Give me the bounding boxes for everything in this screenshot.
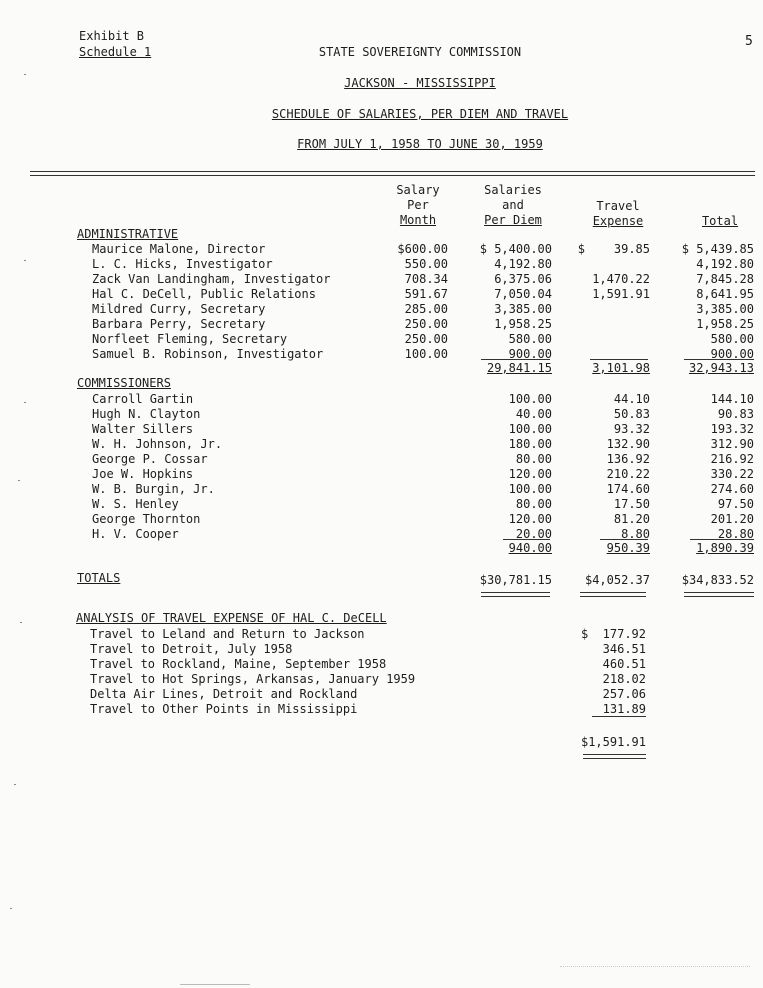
col-travel-h1: Travel <box>596 199 640 213</box>
subtotal-rule <box>684 359 754 360</box>
totals-perdiem: $30,781.15 <box>479 573 552 587</box>
title-line-3: SCHEDULE OF SALARIES, PER DIEM AND TRAVEL <box>271 107 569 121</box>
salary-per-month: 591.67 <box>404 287 448 301</box>
admin-subtotal-travel: 3,101.98 <box>592 361 650 375</box>
title-line-4: FROM JULY 1, 1958 TO JUNE 30, 1959 <box>297 137 543 151</box>
col-travel-h2: Expense <box>592 214 644 228</box>
travel-expense: 81.20 <box>613 512 650 526</box>
commissioner-name: George P. Cossar <box>92 452 208 466</box>
commissioner-name: W. S. Henley <box>92 497 179 511</box>
subtotal-rule <box>600 539 648 540</box>
row-total: 274.60 <box>710 482 754 496</box>
totals-label: TOTALS <box>77 571 121 585</box>
salaries-per-diem: 1,958.25 <box>494 317 552 331</box>
analysis-item-amount: 131.89 <box>602 702 646 716</box>
employee-name: Mildred Curry, Secretary <box>92 302 266 316</box>
travel-expense: 210.22 <box>606 467 650 481</box>
commissioner-name: W. B. Burgin, Jr. <box>92 482 215 496</box>
subtotal-rule <box>481 359 550 360</box>
scan-speck <box>14 784 16 785</box>
row-total: 900.00 <box>710 347 754 361</box>
row-total: 580.00 <box>710 332 754 346</box>
col-salary-h3: Month <box>399 213 437 227</box>
totals-total: $34,833.52 <box>681 573 754 587</box>
scan-speck <box>18 480 20 481</box>
commissioner-name: H. V. Cooper <box>92 527 179 541</box>
section-heading-administrative: ADMINISTRATIVE <box>77 227 179 241</box>
row-total: 4,192.80 <box>696 257 754 271</box>
travel-expense: 50.83 <box>613 407 650 421</box>
salary-per-month: $600.00 <box>397 242 448 256</box>
row-total: 193.32 <box>710 422 754 436</box>
row-total: 3,385.00 <box>696 302 754 316</box>
exhibit-label: Exhibit B <box>79 29 145 43</box>
col-salaries-h2: and <box>502 198 524 212</box>
salary-per-month: 250.00 <box>404 317 448 331</box>
commissioners-subtotal-total: 1,890.39 <box>696 541 754 555</box>
travel-expense: 1,470.22 <box>592 272 650 286</box>
analysis-item-label: Travel to Rockland, Maine, September 1958 <box>90 657 387 671</box>
scan-speck <box>24 402 26 403</box>
salaries-per-diem: 7,050.04 <box>494 287 552 301</box>
scan-speck <box>24 260 26 261</box>
row-total: 90.83 <box>717 407 754 421</box>
row-total: 97.50 <box>717 497 754 511</box>
analysis-item-amount: 460.51 <box>602 657 646 671</box>
scan-speck <box>20 622 22 623</box>
travel-expense: 132.90 <box>606 437 650 451</box>
salaries-per-diem: 180.00 <box>508 437 552 451</box>
col-salary-h2: Per <box>407 198 429 212</box>
row-total: 144.10 <box>710 392 754 406</box>
employee-name: Maurice Malone, Director <box>92 242 266 256</box>
salaries-per-diem: 100.00 <box>508 392 552 406</box>
header-double-rule <box>30 171 755 176</box>
analysis-item-label: Delta Air Lines, Detroit and Rockland <box>90 687 358 701</box>
salary-per-month: 708.34 <box>404 272 448 286</box>
salaries-per-diem: 4,192.80 <box>494 257 552 271</box>
employee-name: Norfleet Fleming, Secretary <box>92 332 288 346</box>
scan-speck <box>10 908 12 909</box>
row-total: 7,845.28 <box>696 272 754 286</box>
analysis-heading: ANALYSIS OF TRAVEL EXPENSE OF HAL C. DeCELL <box>76 611 387 625</box>
commissioner-name: Carroll Gartin <box>92 392 194 406</box>
row-total: 1,958.25 <box>696 317 754 331</box>
commissioner-name: George Thornton <box>92 512 201 526</box>
col-total-h1: Total <box>701 214 739 228</box>
salaries-per-diem: 580.00 <box>508 332 552 346</box>
schedule-label: Schedule 1 <box>79 45 152 59</box>
salary-per-month: 100.00 <box>404 347 448 361</box>
row-total: $ 5,439.85 <box>681 242 754 256</box>
salaries-per-diem: 3,385.00 <box>494 302 552 316</box>
subtotal-rule <box>503 539 550 540</box>
admin-subtotal-total: 32,943.13 <box>688 361 754 375</box>
row-total: 201.20 <box>710 512 754 526</box>
travel-expense: 8.80 <box>621 527 650 541</box>
section-heading-commissioners: COMMISSIONERS <box>77 376 171 390</box>
salaries-per-diem: 6,375.06 <box>494 272 552 286</box>
salaries-per-diem: 80.00 <box>515 452 552 466</box>
employee-name: Samuel B. Robinson, Investigator <box>92 347 324 361</box>
analysis-total-rule <box>583 754 646 759</box>
analysis-item-label: Travel to Hot Springs, Arkansas, January 1959 <box>90 672 416 686</box>
travel-expense: $ 39.85 <box>577 242 650 256</box>
salaries-per-diem: 120.00 <box>508 467 552 481</box>
salary-per-month: 250.00 <box>404 332 448 346</box>
salaries-per-diem: 40.00 <box>515 407 552 421</box>
page-number: 5 <box>745 34 753 49</box>
commissioner-name: Walter Sillers <box>92 422 194 436</box>
admin-subtotal-perdiem: 29,841.15 <box>486 361 552 375</box>
analysis-item-label: Travel to Detroit, July 1958 <box>90 642 293 656</box>
employee-name: Barbara Perry, Secretary <box>92 317 266 331</box>
commissioners-subtotal-travel: 950.39 <box>606 541 650 555</box>
salaries-per-diem: 900.00 <box>508 347 552 361</box>
subtotal-rule <box>690 539 754 540</box>
salaries-per-diem: 100.00 <box>508 422 552 436</box>
bottom-scan-line <box>180 984 250 985</box>
col-salaries-h3: Per Diem <box>484 213 542 227</box>
row-total: 216.92 <box>710 452 754 466</box>
subtotal-rule <box>590 359 648 360</box>
salaries-per-diem: $ 5,400.00 <box>479 242 552 256</box>
travel-expense: 1,591.91 <box>592 287 650 301</box>
row-total: 8,641.95 <box>696 287 754 301</box>
row-total: 28.80 <box>717 527 754 541</box>
title-line-2: JACKSON - MISSISSIPPI <box>344 76 496 90</box>
analysis-item-amount: 218.02 <box>602 672 646 686</box>
commissioner-name: Joe W. Hopkins <box>92 467 194 481</box>
col-salary-h1: Salary <box>396 183 440 197</box>
analysis-item-amount: 257.06 <box>602 687 646 701</box>
analysis-item-label: Travel to Other Points in Mississippi <box>90 702 358 716</box>
travel-expense: 174.60 <box>606 482 650 496</box>
employee-name: Hal C. DeCell, Public Relations <box>92 287 316 301</box>
totals-travel: $4,052.37 <box>584 573 650 587</box>
row-total: 330.22 <box>710 467 754 481</box>
analysis-item-amount: 346.51 <box>602 642 646 656</box>
totals-total-rule <box>684 592 754 597</box>
salary-per-month: 550.00 <box>404 257 448 271</box>
salaries-per-diem: 20.00 <box>515 527 552 541</box>
analysis-item-label: Travel to Leland and Return to Jackson <box>90 627 365 641</box>
row-total: 312.90 <box>710 437 754 451</box>
title-line-1: STATE SOVEREIGNTY COMMISSION <box>318 45 522 59</box>
commissioner-name: W. H. Johnson, Jr. <box>92 437 223 451</box>
analysis-total: $1,591.91 <box>580 735 646 749</box>
travel-expense: 93.32 <box>613 422 650 436</box>
employee-name: L. C. Hicks, Investigator <box>92 257 273 271</box>
salaries-per-diem: 80.00 <box>515 497 552 511</box>
analysis-item-amount: $ 177.92 <box>580 627 646 641</box>
salaries-per-diem: 120.00 <box>508 512 552 526</box>
travel-expense: 44.10 <box>613 392 650 406</box>
totals-travel-rule <box>580 592 646 597</box>
salaries-per-diem: 100.00 <box>508 482 552 496</box>
travel-expense: 136.92 <box>606 452 650 466</box>
commissioner-name: Hugh N. Clayton <box>92 407 201 421</box>
scan-speck <box>24 74 26 75</box>
bottom-scan-line <box>560 966 750 967</box>
analysis-subtotal-rule <box>592 716 646 717</box>
col-salaries-h1: Salaries <box>484 183 542 197</box>
commissioners-subtotal-perdiem: 940.00 <box>508 541 552 555</box>
employee-name: Zack Van Landingham, Investigator <box>92 272 331 286</box>
totals-perdiem-rule <box>481 592 550 597</box>
travel-expense: 17.50 <box>613 497 650 511</box>
salary-per-month: 285.00 <box>404 302 448 316</box>
